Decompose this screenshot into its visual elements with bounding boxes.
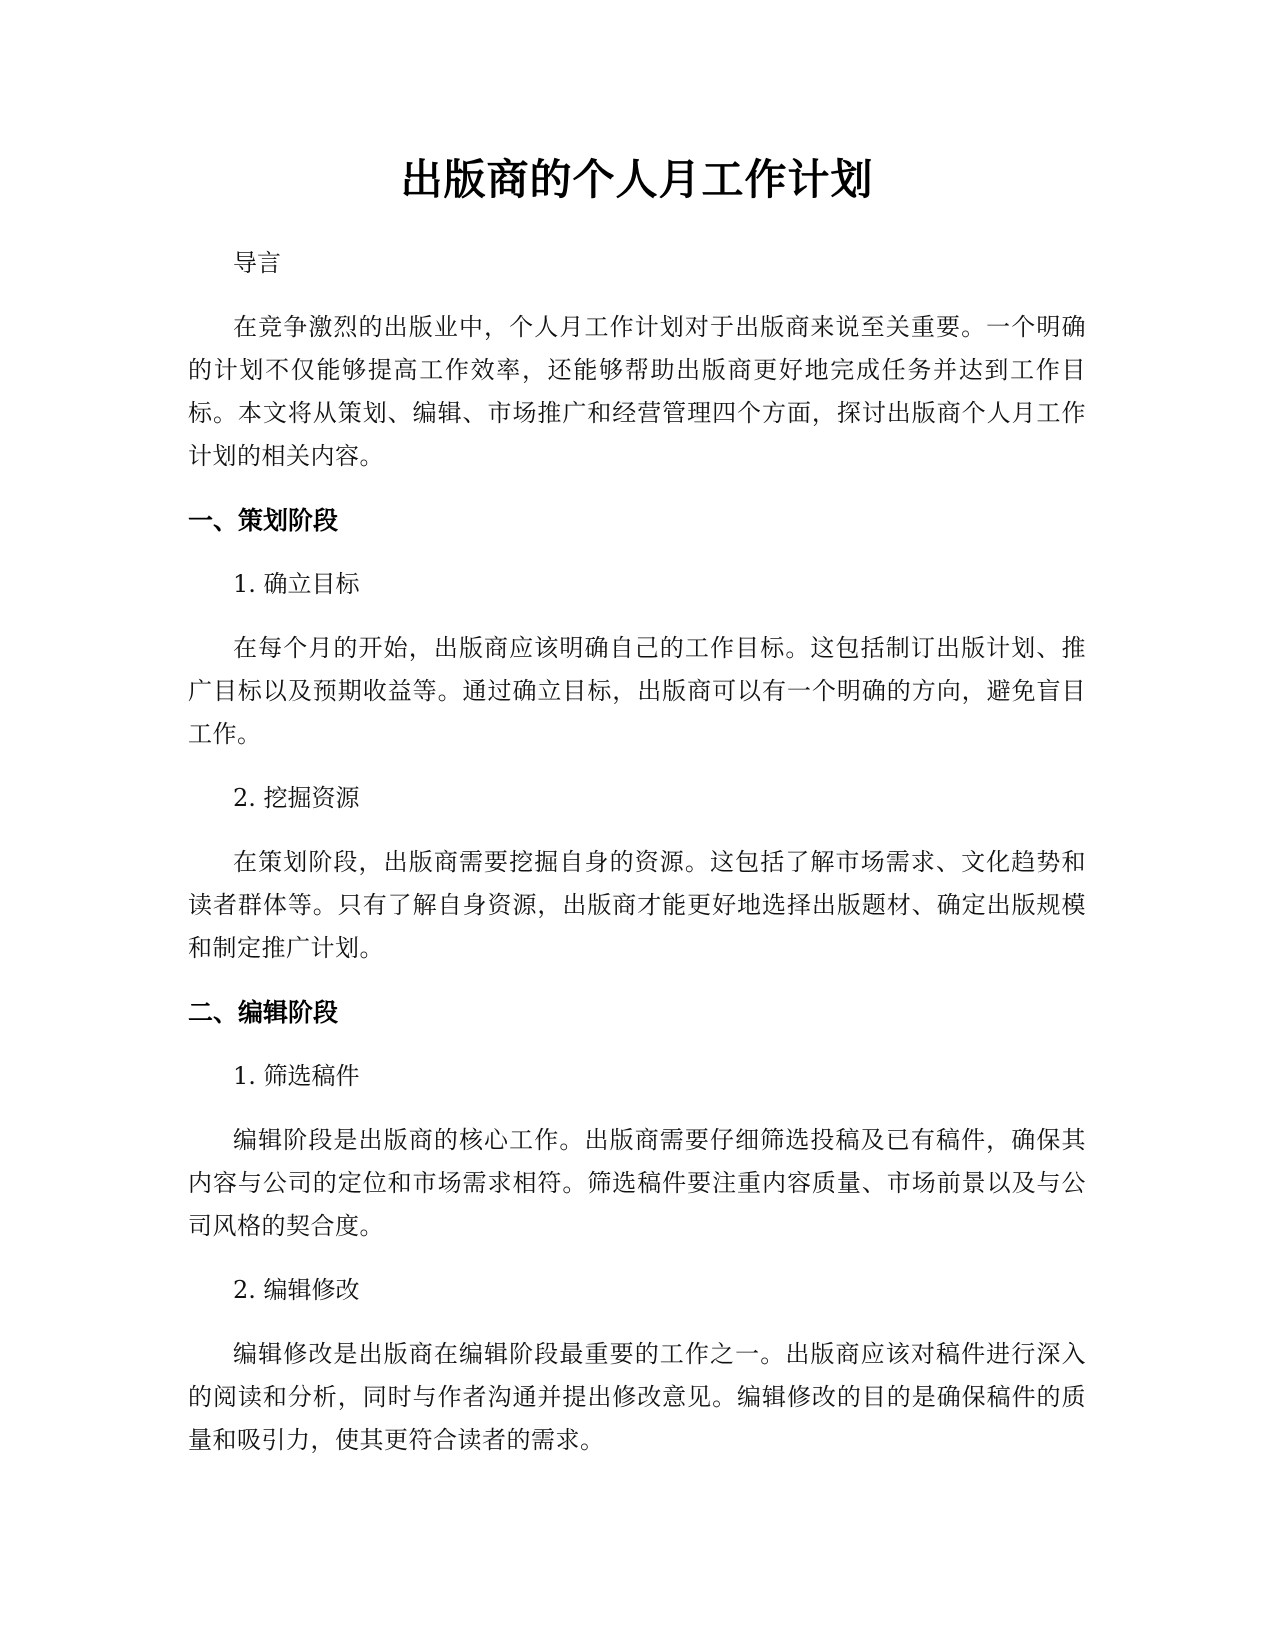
subsection-label: 1. 确立目标 [233,570,360,598]
section-heading-planning: 一、策划阶段 [188,506,339,535]
subsection-paragraph: 编辑修改是出版商在编辑阶段最重要的工作之一。出版商应该对稿件进行深入的阅读和分析，同时与作者沟通并提出修改意见。编辑修改的目的是确保稿件的质量和吸引力，使其更符合读者的需求。 [188,1340,1086,1454]
subsection-label: 1. 筛选稿件 [233,1062,360,1090]
document-body [188,140,1086,1462]
document-title: 出版商的个人月工作计划 [400,155,874,204]
section-heading-editing: 二、编辑阶段 [188,998,339,1027]
subsection-paragraph: 在策划阶段，出版商需要挖掘自身的资源。这包括了解市场需求、文化趋势和读者群体等。只有了解自身资源，出版商才能更好地选择出版题材、确定出版规模和制定推广计划。 [188,848,1086,962]
subsection-label: 2. 编辑修改 [233,1276,360,1304]
subsection-label: 2. 挖掘资源 [233,784,360,812]
intro-label: 导言 [233,249,281,277]
intro-paragraph: 在竞争激烈的出版业中，个人月工作计划对于出版商来说至关重要。一个明确的计划不仅能够提高工作效率，还能够帮助出版商更好地完成任务并达到工作目标。本文将从策划、编辑、市场推广和经营管理四个方面，探讨出版商个人月工作计划的相关内容。 [188,313,1086,470]
subsection-paragraph: 编辑阶段是出版商的核心工作。出版商需要仔细筛选投稿及已有稿件，确保其内容与公司的定位和市场需求相符。筛选稿件要注重内容质量、市场前景以及与公司风格的契合度。 [188,1126,1086,1240]
subsection-paragraph: 在每个月的开始，出版商应该明确自己的工作目标。这包括制订出版计划、推广目标以及预期收益等。通过确立目标，出版商可以有一个明确的方向，避免盲目工作。 [188,634,1086,748]
